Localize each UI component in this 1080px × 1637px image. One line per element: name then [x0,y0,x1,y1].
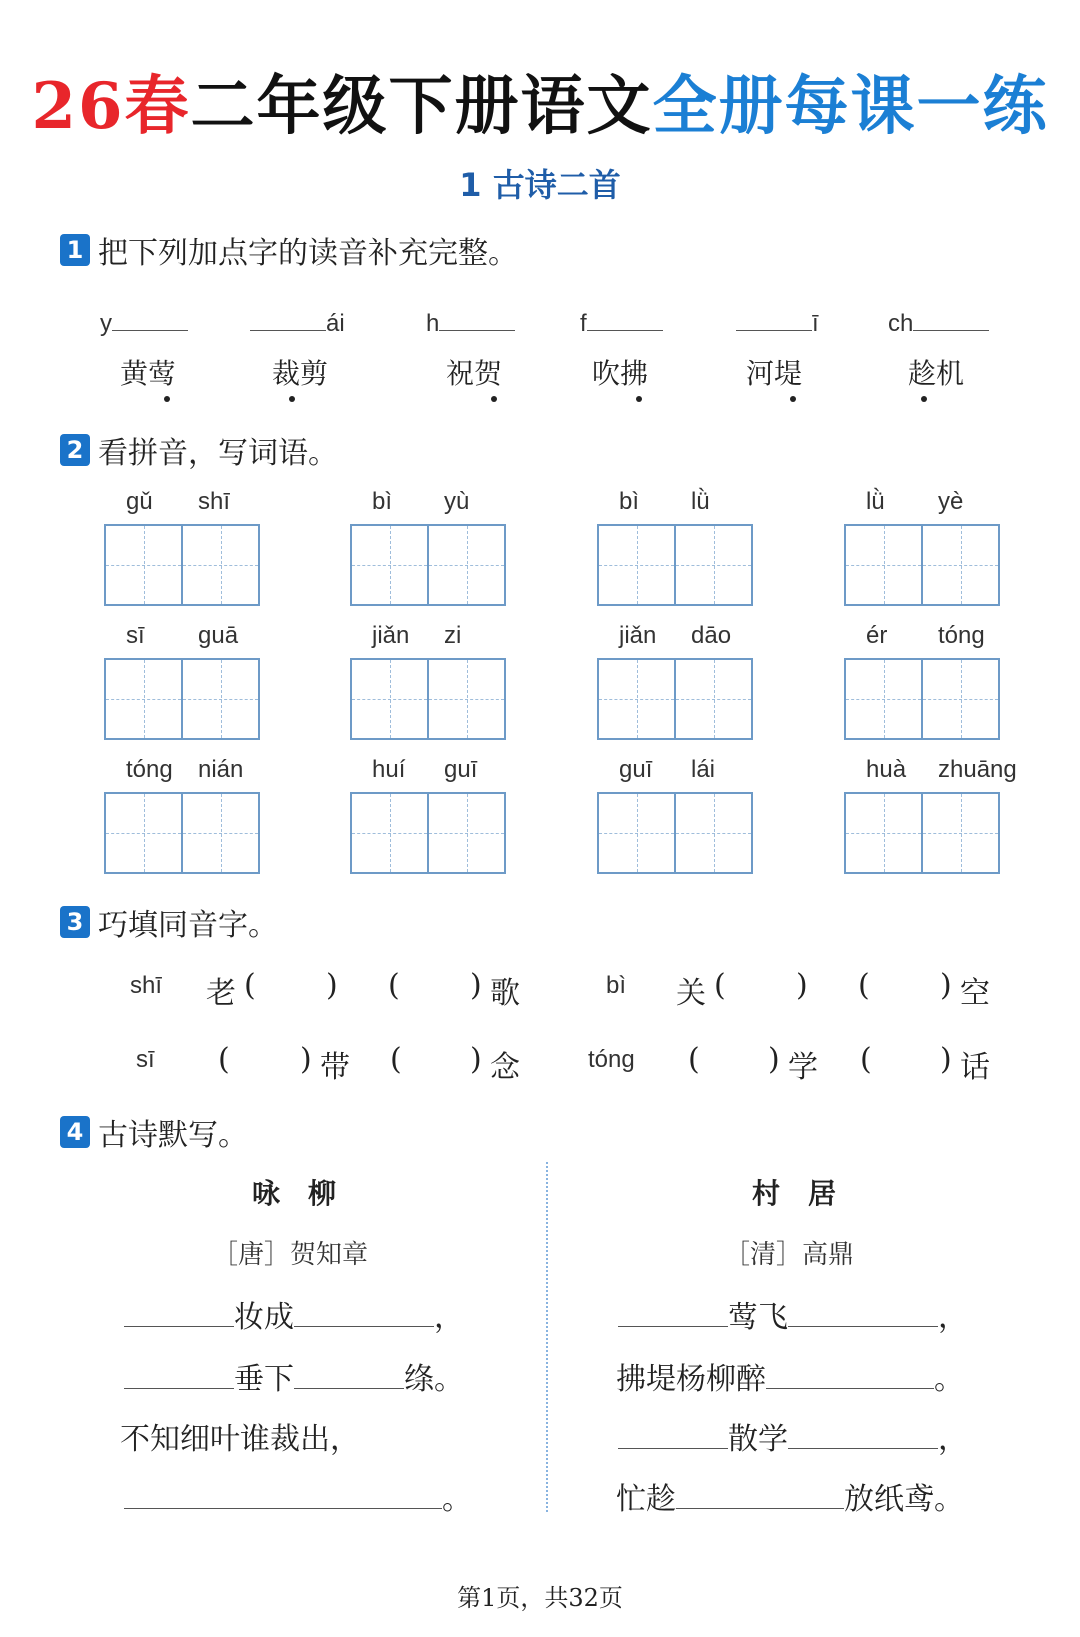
close-paren: ) [470,968,482,1003]
question-number: 1 [60,234,90,266]
q3-text: 关 [676,976,706,1011]
writing-cell[interactable] [921,660,998,738]
answer-blank[interactable] [112,310,188,331]
writing-cell[interactable] [846,660,921,738]
close-paren: ) [796,968,808,1003]
writing-cell[interactable] [599,526,674,604]
answer-blank[interactable] [618,1306,728,1327]
writing-cell[interactable] [599,660,674,738]
writing-cell[interactable] [921,526,998,604]
poem-text: ， [434,1300,464,1335]
pinyin-syllable: lǜ [866,488,885,515]
pinyin-syllable: sī [126,622,145,649]
q1-word: 黄莺 [120,357,177,390]
pinyin-syllable: dāo [691,622,732,649]
writing-cell[interactable] [427,660,504,738]
poem-line [616,1474,964,1518]
writing-grid[interactable] [597,524,753,606]
answer-blank[interactable] [913,310,989,331]
writing-cell[interactable] [427,794,504,872]
poem-line [124,1292,464,1336]
pinyin-syllable: guī [619,756,653,783]
close-paren: ) [768,1042,780,1077]
poem-line [616,1354,964,1398]
close-paren: ) [940,968,952,1003]
pinyin-syllable: zi [444,622,462,649]
close-paren: ) [300,1042,312,1077]
q3-text: 话 [960,1050,990,1085]
answer-blank[interactable] [676,1488,844,1509]
pinyin-syllable: tóng [126,756,173,783]
poem-text: 放纸鸢。 [844,1482,964,1517]
answer-blank[interactable] [736,310,812,331]
poem-line [124,1354,464,1398]
open-paren: ( [218,1042,230,1077]
writing-cell[interactable] [674,660,751,738]
q1-word: 趁机 [908,357,965,390]
answer-blank[interactable] [124,1368,234,1389]
pinyin-syllable: nián [198,756,244,783]
emphasis-dot [164,396,170,402]
pinyin-syllable: yè [938,488,964,515]
pinyin-syllable: lǜ [691,488,710,515]
lesson-title: 1 古诗二首 [459,166,621,204]
poem-text: 莺飞 [728,1300,788,1335]
question-1-heading [60,228,518,272]
q3-text: 老 [206,976,236,1011]
writing-cell[interactable] [352,660,427,738]
answer-blank[interactable] [124,1488,442,1509]
q3-text: 歌 [490,976,520,1011]
poem-author-right: ［清］高鼎 [724,1240,855,1270]
close-paren: ) [326,968,338,1003]
q3-pinyin: shī [130,972,163,999]
writing-grid[interactable] [350,524,506,606]
pinyin-prefix: y [100,310,112,337]
pinyin-syllable: guā [198,622,239,649]
answer-blank[interactable] [587,310,663,331]
open-paren: ( [688,1042,700,1077]
writing-cell[interactable] [352,794,427,872]
banner-blue: 全册每课一练 [652,69,1049,144]
pinyin-syllable: gǔ [126,488,153,515]
writing-cell[interactable] [674,526,751,604]
writing-cell[interactable] [352,526,427,604]
poem-title-right: 村居 [752,1177,865,1210]
poem-text: 绦。 [404,1362,464,1397]
q3-text: 学 [788,1050,818,1085]
poem-title-left: 咏柳 [252,1177,365,1210]
open-paren: ( [858,968,870,1003]
poem-line [124,1474,472,1518]
poem-text: 拂堤杨柳醉 [616,1362,766,1397]
banner-red: 26春 [31,69,191,144]
question-number: 2 [60,434,90,466]
answer-blank[interactable] [618,1428,728,1449]
poem-line [618,1292,968,1336]
pinyin-syllable: jiǎn [372,622,410,649]
q1-word: 裁剪 [272,357,329,390]
pinyin-syllable: huí [372,756,406,783]
q3-pinyin: bì [606,972,627,999]
q1-item [250,310,345,338]
writing-grid[interactable] [104,792,260,874]
writing-cell[interactable] [181,526,258,604]
question-prompt: 巧填同音字。 [98,908,278,943]
poem-text: 垂下 [234,1362,294,1397]
pinyin-syllable: bì [619,488,640,515]
poem-text: 忙趁 [616,1482,676,1517]
answer-blank[interactable] [124,1306,234,1327]
pinyin-syllable: lái [691,756,716,783]
writing-grid[interactable] [597,658,753,740]
answer-blank[interactable] [788,1306,938,1327]
pinyin-syllable: huà [866,756,907,783]
close-paren: ) [940,1042,952,1077]
q3-text: 带 [320,1050,350,1085]
writing-grid[interactable] [104,524,260,606]
writing-cell[interactable] [106,526,181,604]
pinyin-syllable: guī [444,756,478,783]
question-number: 4 [60,1116,90,1148]
emphasis-dot [491,396,497,402]
answer-blank[interactable] [439,310,515,331]
q1-item [888,310,989,338]
question-prompt: 把下列加点字的读音补充完整。 [98,236,518,271]
pinyin-syllable: zhuāng [938,756,1017,783]
writing-grid[interactable] [844,524,1000,606]
writing-cell[interactable] [181,660,258,738]
q3-text: 空 [960,976,990,1011]
pinyin-prefix: h [426,310,440,337]
writing-cell[interactable] [846,794,921,872]
open-paren: ( [388,968,400,1003]
q1-item [426,310,515,338]
question-2-heading [60,428,338,472]
q1-item [736,310,819,338]
question-4-heading [60,1110,248,1154]
answer-blank[interactable] [294,1368,404,1389]
poem-author-left: ［唐］贺知章 [212,1240,369,1270]
pinyin-syllable: ér [866,622,888,649]
open-paren: ( [860,1042,872,1077]
writing-grid[interactable] [597,792,753,874]
pinyin-syllable: yù [444,488,470,515]
poem-line [618,1414,968,1458]
answer-blank[interactable] [250,310,326,331]
poem-text: 。 [934,1362,964,1397]
q1-item [100,310,188,338]
pinyin-suffix: ái [326,310,345,337]
answer-blank[interactable] [766,1368,934,1389]
writing-grid[interactable] [350,792,506,874]
q3-text: 念 [490,1050,520,1085]
writing-cell[interactable] [181,794,258,872]
pinyin-prefix: f [580,310,587,337]
q1-word: 河堤 [746,357,803,390]
poem-text: ， [938,1422,968,1457]
writing-grid[interactable] [104,658,260,740]
banner-black: 二年级下册语文 [190,69,653,144]
emphasis-dot [921,396,927,402]
poem-text: 不知细叶谁裁出， [120,1422,360,1457]
emphasis-dot [790,396,796,402]
pinyin-suffix: ī [812,310,819,337]
answer-blank[interactable] [788,1428,938,1449]
question-prompt: 看拼音，写词语。 [98,436,338,471]
writing-cell[interactable] [846,526,921,604]
question-3-heading [60,900,278,944]
poem-text: 妆成 [234,1300,294,1335]
writing-cell[interactable] [106,660,181,738]
q1-word: 祝贺 [446,357,503,390]
pinyin-prefix: ch [888,310,914,337]
open-paren: ( [390,1042,402,1077]
open-paren: ( [714,968,726,1003]
page-banner [0,55,1080,147]
q3-pinyin: tóng [588,1046,635,1073]
q1-item [580,310,663,338]
question-prompt: 古诗默写。 [98,1118,248,1153]
writing-grid[interactable] [844,658,1000,740]
emphasis-dot [636,396,642,402]
writing-cell[interactable] [674,794,751,872]
pinyin-syllable: bì [372,488,393,515]
question-number: 3 [60,906,90,938]
pinyin-syllable: jiǎn [619,622,657,649]
close-paren: ) [470,1042,482,1077]
column-divider [546,1162,548,1512]
poem-text: ， [938,1300,968,1335]
pinyin-syllable: shī [198,488,231,515]
q1-word: 吹拂 [592,357,649,390]
poem-text: 。 [442,1482,472,1517]
page-footer: 第1页，共32页 [457,1584,623,1612]
writing-cell[interactable] [599,794,674,872]
writing-grid[interactable] [350,658,506,740]
poem-text: 散学 [728,1422,788,1457]
answer-blank[interactable] [294,1306,434,1327]
writing-cell[interactable] [921,794,998,872]
writing-cell[interactable] [106,794,181,872]
emphasis-dot [289,396,295,402]
writing-grid[interactable] [844,792,1000,874]
pinyin-syllable: tóng [938,622,985,649]
writing-cell[interactable] [427,526,504,604]
open-paren: ( [244,968,256,1003]
q3-pinyin: sī [136,1046,155,1073]
